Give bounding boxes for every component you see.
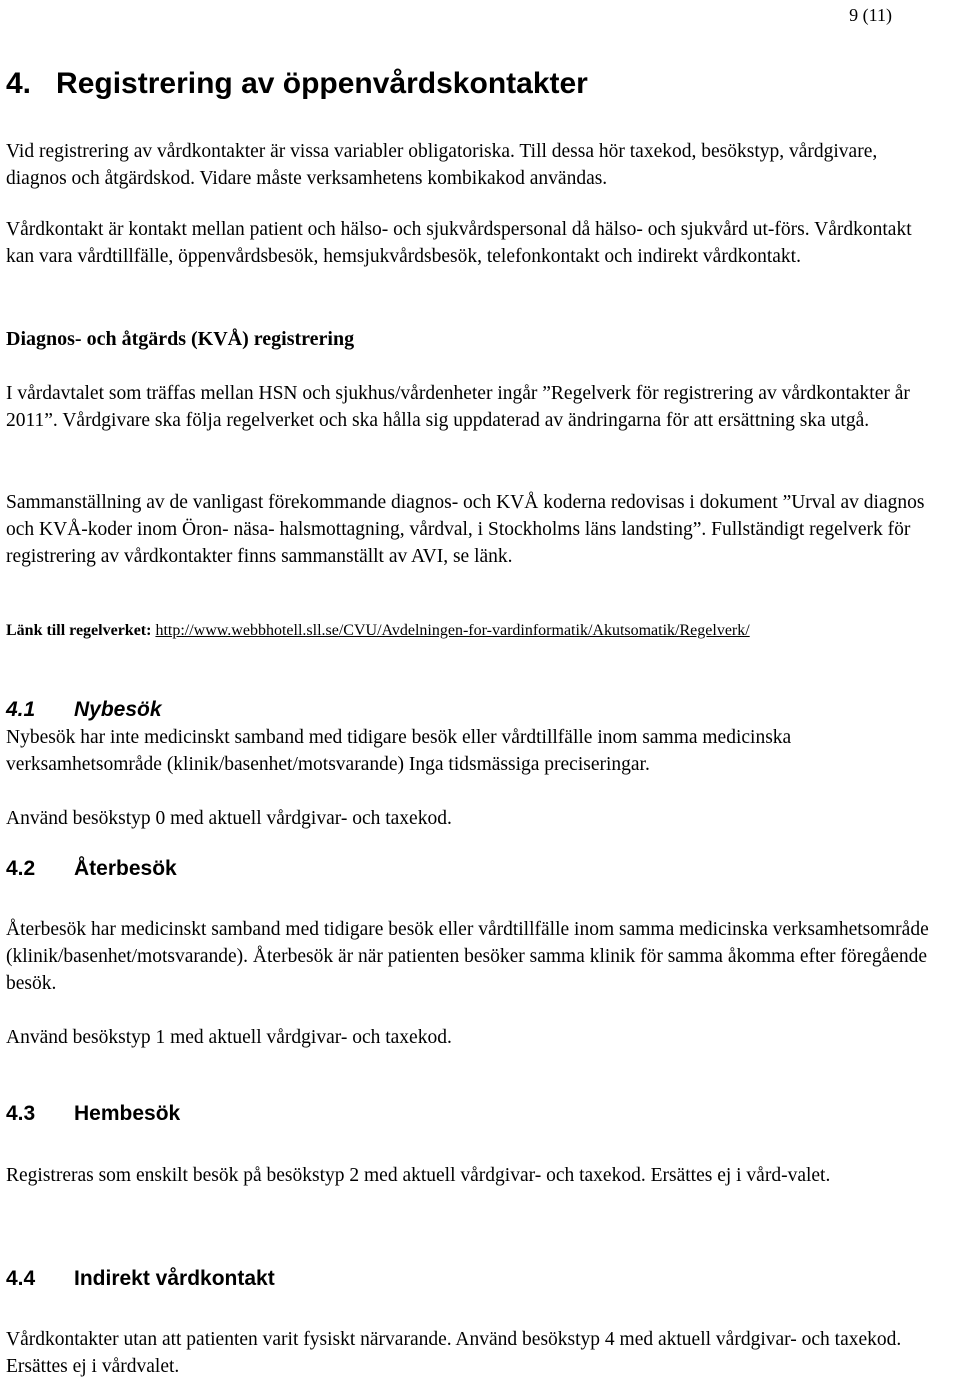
section-heading-4-4 (6, 1266, 938, 1292)
page-title: 4. Registrering av öppenvårdskontakter (6, 67, 588, 100)
page-number: 9 (11) (849, 5, 892, 25)
regelverk-link[interactable]: http://www.webbhotell.sll.se/CVU/Avdelningen-for-vardinformatik/Akutsomatik/Regelverk/ (155, 622, 750, 639)
section-number: 4.2 (6, 857, 36, 880)
diagnos-heading: Diagnos- och åtgärds (KVÅ) registrering (6, 328, 355, 350)
section-4-1-paragraph-1: Nybesök har inte medicinskt samband med tidigare besök eller vårdtillfälle inom samma medicinska verksamhetsområde (klinik/basenhet/motsvarande) Inga tidsmässiga preciseringar. (6, 727, 792, 775)
section-4-3-paragraph-1: Registreras som enskilt besök på besökstyp 2 med aktuell vårdgivar- och taxekod. Ersättes ej i vård-valet. (6, 1165, 831, 1186)
diagnos-paragraph-2: Sammanställning av de vanligast förekommande diagnos- och KVÅ koderna redovisas i dokument ”Urval av diagnos och KVÅ-koder inom Öron- näsa- halsmottagning, vårdval, i Stockholms läns landsting”. Fullständigt regelverk för registrering av vårdkontakter finns sammanställt av AVI, se länk. (6, 492, 925, 567)
diagnos-paragraph-1: I vårdavtalet som träffas mellan HSN och sjukhus/vårdenheter ingår ”Regelverk för registrering av vårdkontakter år 2011”. Vårdgivare ska följa regelverket och ska hålla sig uppdaterad av ändringarna för att ersättning ska utgå. (6, 383, 910, 431)
section-4-1-paragraph-2: Använd besökstyp 0 med aktuell vårdgivar- och taxekod. (6, 808, 452, 829)
section-heading-4-3 (6, 1101, 938, 1127)
regelverk-link-line (6, 620, 938, 642)
section-title: Återbesök (74, 857, 177, 880)
section-4-2-paragraph-2: Använd besökstyp 1 med aktuell vårdgivar- och taxekod. (6, 1027, 452, 1048)
section-title: Indirekt vårdkontakt (74, 1267, 275, 1290)
section-heading-4-1 (6, 697, 938, 723)
section-4-2-paragraph-1: Återbesök har medicinskt samband med tidigare besök eller vårdtillfälle inom samma medicinska verksamhetsområde (klinik/basenhet/motsvarande). Återbesök är när patienten besöker samma klinik för samma åkomma efter föregående besök. (6, 919, 929, 994)
section-number: 4.3 (6, 1102, 36, 1125)
section-number: 4.1 (6, 698, 36, 721)
section-heading-4-2 (6, 856, 938, 882)
section-title: Nybesök (74, 698, 162, 721)
link-label: Länk till regelverket: (6, 622, 152, 639)
section-4-4-paragraph-1: Vårdkontakter utan att patienten varit fysiskt närvarande. Använd besökstyp 4 med aktuell vårdgivar- och taxekod. Ersättes ej i vårdvalet. (6, 1329, 902, 1377)
section-title: Hembesök (74, 1102, 181, 1125)
intro-paragraph-2: Vårdkontakt är kontakt mellan patient och hälso- och sjukvårdspersonal då hälso- och sjukvård ut-förs. Vårdkontakt kan vara vårdtillfälle, öppenvårdsbesök, hemsjukvårdsbesök, telefonkontakt och indirekt vårdkontakt. (6, 219, 912, 267)
intro-paragraph-1: Vid registrering av vårdkontakter är vissa variabler obligatoriska. Till dessa hör taxekod, besökstyp, vårdgivare, diagnos och åtgärdskod. Vidare måste verksamhetens kombikakod användas. (6, 141, 878, 189)
section-number: 4.4 (6, 1267, 36, 1290)
